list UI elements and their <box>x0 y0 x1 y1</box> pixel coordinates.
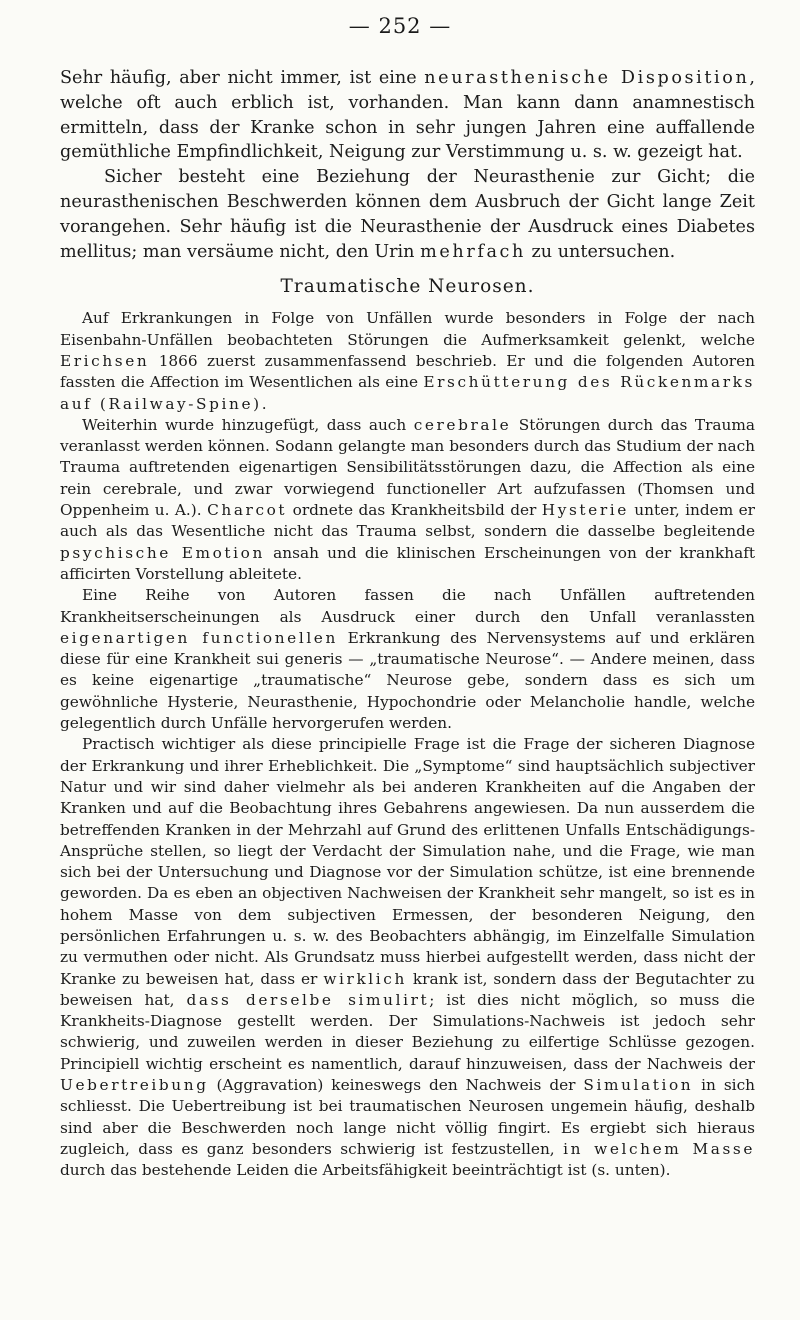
text-run: . <box>261 394 267 413</box>
text-run: Sicher besteht eine Beziehung der Neurasthenie zur Gicht; die neurasthenischen Beschwerden können dem Ausbruch der Gicht lange Zeit vorangehen. Sehr häufig ist die Neurasthenie der Ausdruck eines Diabetes mellitus; man versäume nicht, den Urin <box>60 167 755 262</box>
text-run: krank ist, sondern dass der Begutachter zu beweisen hat, <box>60 969 755 1009</box>
section-paragraph-4 <box>60 734 755 1181</box>
text-run: 1866 zuerst zusammenfassend beschrieb. Er und die folgenden Autoren fassten die Affection im Wesentlichen als eine <box>60 351 755 392</box>
page-number: — 252 — <box>348 14 452 38</box>
emphasis-text: eigenartigen functionellen <box>60 628 338 647</box>
text-run: Sehr häufig, aber nicht immer, ist eine <box>60 68 425 88</box>
intro-section <box>60 66 755 264</box>
text-run: Eine Reihe von Autoren fassen die nach Unfällen auftretenden Krankheitserscheinungen als Ausdruck einer durch den Unfall veranlassten <box>60 586 755 626</box>
intro-paragraph-1 <box>60 66 755 165</box>
emphasis-text: Erichsen <box>60 351 150 370</box>
emphasis-text: in welchem Masse <box>563 1139 756 1158</box>
text-run: Practisch wichtiger als diese principielle Frage ist die Frage der sicheren Diagnose der Erkrankung und ihrer Erheblichkeit. Die „Symptome“ sind hauptsächlich subjectiver Natur und wir sind daher vielmehr als bei anderen Krankheiten auf die Angaben der Kranken und auf die Beobachtung ihres Gebahrens angewiesen. Da nun ausserdem die betreffenden Kranken in der Mehrzahl auf Grund des erlittenen Unfalls Entschädigungs-Ansprüche stellen, so liegt der Verdacht der Simulation nahe, und die Frage, wie man sich bei der Untersuchung und Diagnose vor der Simulation schütze, ist eine brennende geworden. Da es eben an objectiven Nachweisen der Krankheit sehr mangelt, so ist es in hohem Masse von dem subjectiven Ermessen, der besonderen Neigung, den persönlichen Erfahrungen u. s. w. des Beobachters abhängig, im Einzelfalle Simulation zu vermuthen oder nicht. Als Grundsatz muss hierbei aufgestellt werden, dass nicht der Kranke zu beweisen hat, dass er <box>60 735 755 988</box>
emphasis-text: Hysterie <box>541 501 629 520</box>
emphasis-text: neurasthenische Disposition <box>424 68 750 88</box>
section-heading: Traumatische Neurosen. <box>280 276 535 298</box>
text-run: ansah und die klinischen Erscheinungen von der krankhaft afficirten Vorstellung ableitete. <box>60 543 756 583</box>
text-run: Erkrankung des Nervensystems auf und erklären diese für eine Krankheit sui generis — „traumatische Neurose“. — Andere meinen, dass es keine eigenartige „traumatische“ Neurose gebe, sondern dass es sich um gewöhnliche Hysterie, Neurasthenie, Hypochondrie oder Melancholie handle, welche gelegentlich durch Unfälle hervorgerufen werden. <box>60 628 755 733</box>
emphasis-text: psychische Emotion <box>60 543 265 562</box>
text-run: unter, indem er auch als das Wesentliche nicht das Trauma selbst, sondern die dasselbe begleitende <box>60 501 755 541</box>
text-run: ordnete das Krankheitsbild der <box>287 501 542 520</box>
section-paragraph-2 <box>60 415 755 585</box>
emphasis-text: cerebrale <box>413 415 512 434</box>
emphasis-text: mehrfach <box>420 241 526 262</box>
body-text <box>60 66 755 1182</box>
emphasis-text: Simulation <box>583 1076 694 1095</box>
section-paragraph-3 <box>60 585 755 734</box>
intro-paragraph-2 <box>60 165 755 264</box>
text-run: , welche oft auch erblich ist, vorhanden. Man kann dann anamnestisch ermitteln, dass der Kranke schon in sehr jungen Jahren eine auffallende gemüthliche Empfindlichkeit, Neigung zur Verstimmung u. s. w. gezeigt hat. <box>60 68 755 163</box>
emphasis-text: dass derselbe simulirt <box>186 990 430 1009</box>
emphasis-text: Charcot <box>207 501 288 520</box>
text-run: ; ist dies nicht möglich, so muss die Krankheits-Diagnose gestellt werden. Der Simulations-Nachweis ist jedoch sehr schwierig, und zuweilen werden in dieser Beziehung zu eilfertige Schlüsse gezogen. Principiell wichtig erscheint es namentlich, darauf hinzuweisen, dass der Nachweis der <box>60 990 755 1073</box>
emphasis-text: Erschütterung des Rückenmarks auf (Railway-Spine) <box>60 373 755 413</box>
section-body <box>60 308 755 1181</box>
text-run: in sich schliesst. Die Uebertreibung ist bei traumatischen Neurosen ungemein häufig, deshalb sind aber die Beschwerden noch lange nicht völlig fingirt. Es ergiebt sich hieraus zugleich, dass es ganz besonders schwierig ist festzustellen, <box>60 1076 755 1158</box>
text-run: Auf Erkrankungen in Folge von Unfällen wurde besonders in Folge der nach Eisenbahn-Unfällen beobachteten Störungen die Aufmerksamkeit gelenkt, welche <box>60 309 755 349</box>
section-paragraph-1 <box>60 308 755 414</box>
text-run: Weiterhin wurde hinzugefügt, dass auch <box>82 415 414 434</box>
text-run: Störungen durch das Trauma veranlasst werden können. Sodann gelangte man besonders durch das Studium der nach Trauma auftretenden eigenartigen Sensibilitätsstörungen dazu, die Affection als eine rein cerebrale, und zwar vorwiegend functioneller Art aufzufassen (Thomsen und Oppenheim u. A.). <box>60 415 755 520</box>
emphasis-text: Uebertreibung <box>60 1076 209 1095</box>
emphasis-text: wirklich <box>323 969 407 988</box>
text-run: (Aggravation) keineswegs den Nachweis der <box>208 1076 584 1095</box>
text-run: zu untersuchen. <box>525 241 676 262</box>
text-run: durch das bestehende Leiden die Arbeitsfähigkeit beeinträchtigt ist (s. unten). <box>60 1161 671 1180</box>
